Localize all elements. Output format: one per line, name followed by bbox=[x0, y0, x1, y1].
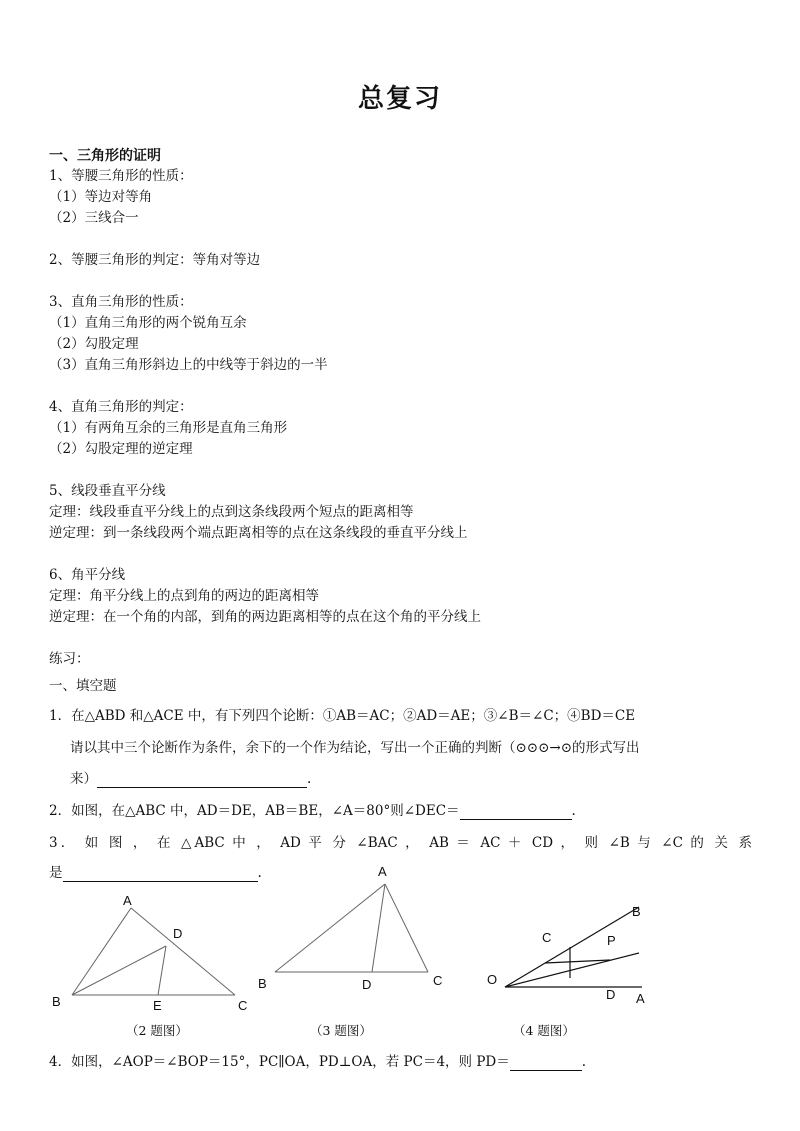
item-3-line-2: （2）勾股定理 bbox=[49, 336, 139, 352]
fig3-side-ab bbox=[275, 884, 385, 972]
question-3-line-2: 是 . bbox=[49, 865, 262, 881]
practice-label: 练习： bbox=[49, 651, 90, 667]
figure-4-caption: （4 题图） bbox=[513, 1023, 575, 1038]
page-title: 总复习 bbox=[357, 84, 442, 114]
item-4-line-1: （1）有两角互余的三角形是直角三角形 bbox=[49, 420, 288, 436]
question-2-answer-blank[interactable] bbox=[460, 805, 572, 820]
question-1-answer-blank[interactable] bbox=[97, 773, 307, 788]
figure-3-triangle bbox=[255, 858, 465, 998]
fig3-label-b: B bbox=[258, 976, 267, 991]
fig2-label-a: A bbox=[123, 893, 132, 908]
question-2: 2．如图，在△ABC 中，AD＝DE，AB＝BE，∠A＝80°则∠DEC＝ . bbox=[49, 803, 576, 819]
item-3-line-1: （1）直角三角形的两个锐角互余 bbox=[49, 315, 247, 331]
item-4-line-2: （2）勾股定理的逆定理 bbox=[49, 441, 193, 457]
fig2-label-d: D bbox=[173, 926, 183, 941]
question-1-line-2: 请以其中三个论断作为条件，余下的一个作为结论，写出一个正确的判断（⊙⊙⊙→⊙的形式写出 bbox=[70, 740, 640, 756]
question-3-answer-blank[interactable] bbox=[63, 867, 258, 882]
item-1-line-1: （1）等边对等角 bbox=[49, 189, 153, 205]
item-1-line-2: （2）三线合一 bbox=[49, 210, 139, 226]
item-4-title: 4、直角三角形的判定： bbox=[49, 399, 193, 415]
fig4-label-d: D bbox=[606, 987, 616, 1002]
item-3-line-3: （3）直角三角形斜边上的中线等于斜边的一半 bbox=[49, 357, 328, 373]
fig2-label-b: B bbox=[52, 994, 61, 1009]
fig2-side-ab bbox=[72, 908, 131, 995]
figure-2-caption: （2 题图） bbox=[126, 1023, 188, 1038]
item-3-title: 3、直角三角形的性质： bbox=[49, 294, 193, 310]
fig4-label-o: O bbox=[487, 972, 498, 987]
figure-3-caption: （3 题图） bbox=[310, 1023, 372, 1038]
figure-4-angle bbox=[480, 895, 665, 1015]
item-6-line-1: 定理：角平分线上的点到角的两边的距离相等 bbox=[49, 588, 319, 604]
question-4-answer-blank[interactable] bbox=[510, 1056, 582, 1071]
fig4-label-p: P bbox=[607, 933, 616, 948]
question-1-line-3: 来） . bbox=[70, 771, 312, 787]
item-6-title: 6、角平分线 bbox=[49, 567, 126, 583]
item-5-line-1: 定理：线段垂直平分线上的点到这条线段两个短点的距离相等 bbox=[49, 504, 414, 520]
item-5-title: 5、线段垂直平分线 bbox=[49, 483, 166, 499]
fig2-side-ac bbox=[131, 908, 235, 995]
fig4-ray-ob bbox=[505, 907, 639, 987]
item-1-title: 1、等腰三角形的性质： bbox=[49, 168, 193, 184]
figure-2-triangle bbox=[45, 888, 265, 1018]
question-3-line-1: 3． 如 图 ， 在 △ABC 中 ， AD 平 分 ∠BAC ， AB ＝ AC ＋ CD ， 则 ∠B 与 ∠C 的 关 系 bbox=[49, 835, 752, 851]
fig3-label-d: D bbox=[362, 977, 372, 992]
item-5-line-2: 逆定理：到一条线段两个端点距离相等的点在这条线段的垂直平分线上 bbox=[49, 525, 468, 541]
question-1-line-1: 1．在△ABD 和△ACE 中，有下列四个论断：①AB＝AC；②AD＝AE；③∠B＝∠C；④BD＝CE bbox=[49, 708, 636, 724]
fig3-label-a: A bbox=[378, 864, 387, 879]
fig2-segment-bd bbox=[72, 946, 166, 995]
fill-blank-heading: 一、填空题 bbox=[49, 678, 117, 694]
item-6-line-2: 逆定理：在一个角的内部，到角的两边距离相等的点在这个角的平分线上 bbox=[49, 609, 481, 625]
fig2-label-c: C bbox=[238, 998, 248, 1013]
fig2-segment-de bbox=[158, 946, 166, 995]
fig4-label-b: B bbox=[632, 904, 641, 919]
fig4-label-a: A bbox=[636, 991, 645, 1006]
fig4-label-c: C bbox=[542, 930, 552, 945]
fig4-ray-op bbox=[505, 953, 639, 987]
fig2-label-e: E bbox=[153, 998, 162, 1013]
question-4: 4．如图，∠AOP＝∠BOP＝15°，PC∥OA，PD⊥OA，若 PC＝4，则 PD＝ . bbox=[49, 1054, 587, 1070]
fig3-label-c: C bbox=[433, 973, 443, 988]
section-heading: 一、三角形的证明 bbox=[49, 148, 161, 164]
fig3-side-ac bbox=[385, 884, 428, 972]
fig3-bisector-ad bbox=[372, 884, 385, 972]
item-2-title: 2、等腰三角形的判定：等角对等边 bbox=[49, 252, 261, 268]
